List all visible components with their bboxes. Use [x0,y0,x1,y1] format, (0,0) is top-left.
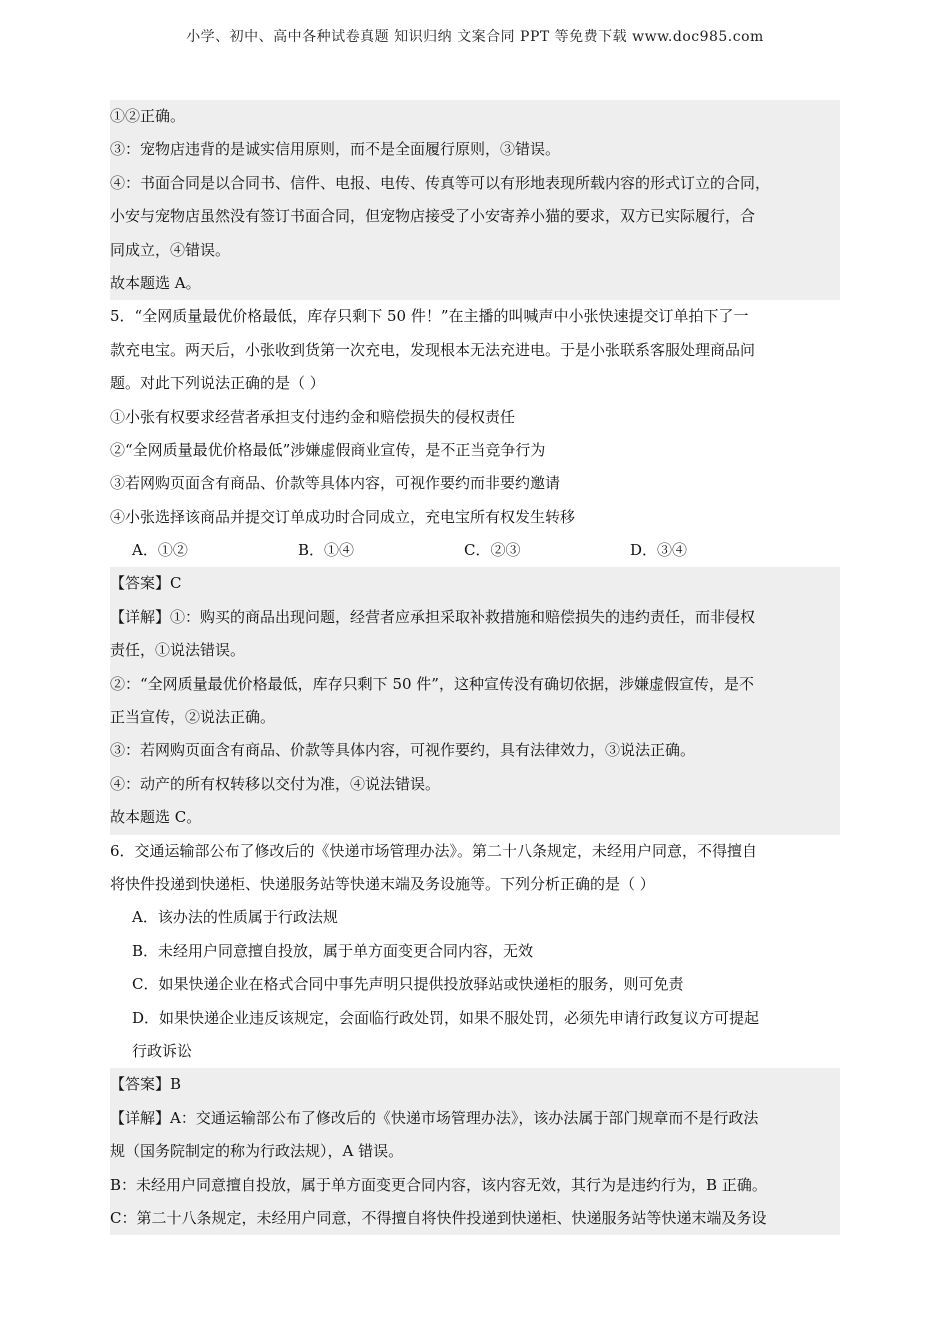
answer-line: 【答案】B [110,1068,840,1101]
question-6 [110,835,840,1236]
explanation-line: ②：“全网质量最优价格最低，库存只剩下 50 件”，这种宣传没有确切依据，涉嫌虚假宣传，是不 [110,668,840,701]
question-stem: 6．交通运输部公布了修改后的《快递市场管理办法》。第二十八条规定，未经用户同意，不得擅自 [110,841,758,860]
question-stem: 题。对此下列说法正确的是（ ） [110,374,325,393]
choice-row [110,534,840,567]
explanation-line: 责任，①说法错误。 [110,634,840,667]
question-stem: 款充电宝。两天后，小张收到货第一次充电，发现根本无法充进电。于是小张联系客服处理商品问 [110,340,756,359]
explanation-line: ④：动产的所有权转移以交付为准，④说法错误。 [110,768,840,801]
previous-explanation [110,100,840,300]
question-stem: 5．“全网质量最优价格最低，库存只剩下 50 件！”在主播的叫喊声中小张快速提交订单拍下了一 [110,307,749,326]
text-line: ④：书面合同是以合同书、信件、电报、电传、传真等可以有形地表现所载内容的形式订立的合同， [110,167,840,200]
answer-line: 【答案】C [110,567,840,600]
explanation-line: 正当宣传，②说法正确。 [110,701,840,734]
statement-item: ③若网购页面含有商品、价款等具体内容，可视作要约而非要约邀请 [110,474,561,493]
choice-a: A．①② [132,541,188,560]
choice-d: D．③④ [630,541,688,560]
explanation-line: B：未经用户同意擅自投放，属于单方面变更合同内容，该内容无效，其行为是违约行为，B 正确。 [110,1169,840,1202]
text-line: 同成立，④错误。 [110,234,840,267]
statement-item: ①小张有权要求经营者承担支付违约金和赔偿损失的侵权责任 [110,407,516,426]
statement-item: ②“全网质量最优价格最低”涉嫌虚假商业宣传，是不正当竞争行为 [110,440,546,459]
option-c: C．如果快递企业在格式合同中事先声明只提供投放驿站或快递柜的服务，则可免责 [132,975,684,994]
text-line: ③：宠物店违背的是诚实信用原则，而不是全面履行原则，③错误。 [110,133,840,166]
text-line: 故本题选 A。 [110,267,840,300]
text-line: 小安与宠物店虽然没有签订书面合同，但宠物店接受了小安寄养小猫的要求，双方已实际履行，合 [110,200,840,233]
explanation-line: 故本题选 C。 [110,801,840,834]
option-d: D．如果快递企业违反该规定，会面临行政处罚，如果不服处罚，必须先申请行政复议方可提起 [132,1008,760,1027]
statement-item: ④小张选择该商品并提交订单成功时合同成立，充电宝所有权发生转移 [110,507,576,526]
explanation-line: ③：若网购页面含有商品、价款等具体内容，可视作要约，具有法律效力，③说法正确。 [110,734,840,767]
question-5 [110,300,840,834]
text-line: ①②正确。 [110,100,840,133]
explanation-line: 【详解】A：交通运输部公布了修改后的《快递市场管理办法》，该办法属于部门规章而不是行政法 [110,1102,840,1135]
choice-b: B．①④ [298,541,355,560]
option-b: B．未经用户同意擅自投放，属于单方面变更合同内容，无效 [132,941,534,960]
question-stem: 将快件投递到快递柜、快递服务站等快递末端及务设施等。下列分析正确的是（ ） [110,874,655,893]
explanation-line: 规（国务院制定的称为行政法规），A 错误。 [110,1135,840,1168]
page-header: 小学、初中、高中各种试卷真题 知识归纳 文案合同 PPT 等免费下载 www.doc985.com [186,29,764,45]
document-body [110,100,840,1235]
option-a: A．该办法的性质属于行政法规 [132,908,338,927]
option-d-continued: 行政诉讼 [132,1041,193,1060]
explanation-line: C：第二十八条规定，未经用户同意，不得擅自将快件投递到快递柜、快递服务站等快递末端及务设 [110,1202,840,1235]
choice-c: C．②③ [464,541,521,560]
explanation-line: 【详解】①：购买的商品出现问题，经营者应承担采取补救措施和赔偿损失的违约责任，而非侵权 [110,601,840,634]
